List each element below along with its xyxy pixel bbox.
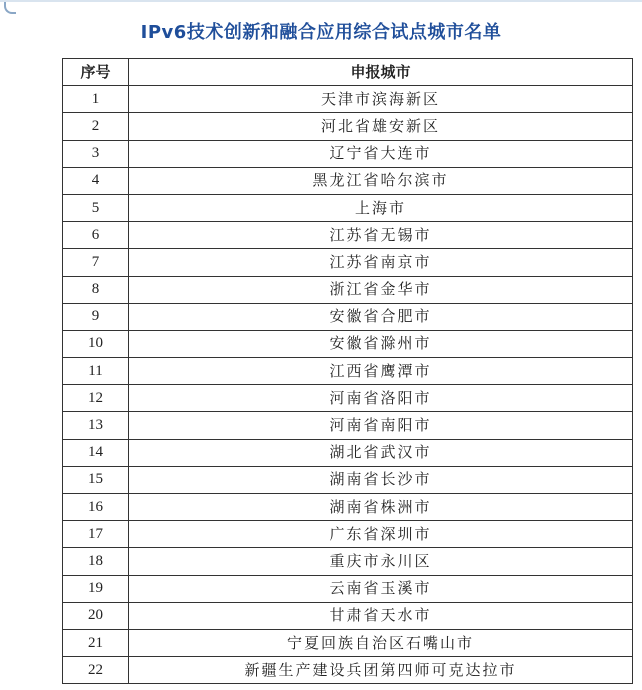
table-row <box>63 385 633 412</box>
table-row <box>63 439 633 466</box>
cell-number: 11 <box>63 358 129 385</box>
table-row <box>63 657 633 684</box>
table-row <box>63 494 633 521</box>
cell-number: 7 <box>63 249 129 276</box>
table-row <box>63 222 633 249</box>
cell-city: 湖北省武汉市 <box>129 439 633 466</box>
cell-city: 安徽省滁州市 <box>129 330 633 357</box>
cell-city: 黑龙江省哈尔滨市 <box>129 167 633 194</box>
cell-number: 14 <box>63 439 129 466</box>
cell-number: 3 <box>63 140 129 167</box>
cell-number: 1 <box>63 86 129 113</box>
corner-mark <box>4 2 16 14</box>
cell-city: 宁夏回族自治区石嘴山市 <box>129 629 633 656</box>
cell-number: 20 <box>63 602 129 629</box>
table-body <box>63 86 633 684</box>
table-row <box>63 466 633 493</box>
table-row <box>63 548 633 575</box>
cell-number: 9 <box>63 303 129 330</box>
table-row <box>63 330 633 357</box>
table-row <box>63 521 633 548</box>
cell-city: 浙江省金华市 <box>129 276 633 303</box>
table-row <box>63 303 633 330</box>
table-row <box>63 167 633 194</box>
cell-city: 河南省南阳市 <box>129 412 633 439</box>
cell-city: 上海市 <box>129 194 633 221</box>
header-city: 申报城市 <box>129 59 633 86</box>
top-rule <box>0 0 642 2</box>
table-row <box>63 249 633 276</box>
cell-number: 13 <box>63 412 129 439</box>
table-row <box>63 575 633 602</box>
page-title: IPv6技术创新和融合应用综合试点城市名单 <box>140 22 502 43</box>
cell-number: 8 <box>63 276 129 303</box>
header-number: 序号 <box>63 59 129 86</box>
table-row <box>63 113 633 140</box>
cell-city: 重庆市永川区 <box>129 548 633 575</box>
cell-city: 河南省洛阳市 <box>129 385 633 412</box>
city-table <box>62 58 633 684</box>
cell-number: 19 <box>63 575 129 602</box>
cell-city: 天津市滨海新区 <box>129 86 633 113</box>
table-row <box>63 276 633 303</box>
cell-number: 16 <box>63 494 129 521</box>
cell-number: 21 <box>63 629 129 656</box>
cell-city: 云南省玉溪市 <box>129 575 633 602</box>
table-row <box>63 629 633 656</box>
cell-city: 甘肃省天水市 <box>129 602 633 629</box>
table-row <box>63 602 633 629</box>
table-row <box>63 412 633 439</box>
table-row <box>63 358 633 385</box>
cell-number: 18 <box>63 548 129 575</box>
table-header-row <box>63 59 633 86</box>
cell-city: 新疆生产建设兵团第四师可克达拉市 <box>129 657 633 684</box>
cell-city: 江苏省南京市 <box>129 249 633 276</box>
cell-city: 广东省深圳市 <box>129 521 633 548</box>
cell-number: 10 <box>63 330 129 357</box>
cell-city: 湖南省株洲市 <box>129 494 633 521</box>
cell-number: 6 <box>63 222 129 249</box>
table-row <box>63 140 633 167</box>
cell-number: 12 <box>63 385 129 412</box>
table-row <box>63 194 633 221</box>
cell-city: 安徽省合肥市 <box>129 303 633 330</box>
table-row <box>63 86 633 113</box>
cell-city: 湖南省长沙市 <box>129 466 633 493</box>
cell-number: 2 <box>63 113 129 140</box>
cell-number: 17 <box>63 521 129 548</box>
cell-number: 5 <box>63 194 129 221</box>
cell-city: 辽宁省大连市 <box>129 140 633 167</box>
cell-number: 22 <box>63 657 129 684</box>
cell-city: 河北省雄安新区 <box>129 113 633 140</box>
cell-number: 4 <box>63 167 129 194</box>
cell-city: 江苏省无锡市 <box>129 222 633 249</box>
cell-number: 15 <box>63 466 129 493</box>
cell-city: 江西省鹰潭市 <box>129 358 633 385</box>
